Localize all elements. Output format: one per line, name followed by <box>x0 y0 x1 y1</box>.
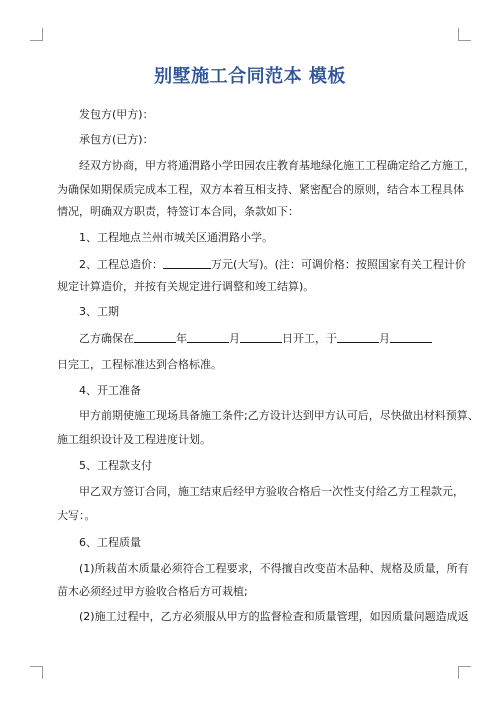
fill-in-blank[interactable] <box>390 331 432 343</box>
paragraph-line <box>79 409 479 423</box>
paragraph-line <box>57 433 211 447</box>
paragraph-line <box>57 280 314 294</box>
paragraph-line <box>79 108 154 122</box>
line-text: 乙方确保在 <box>79 332 134 345</box>
line-text: 4、开工准备 <box>79 384 141 397</box>
paragraph-line <box>79 257 466 272</box>
line-text: 月 <box>379 332 390 345</box>
paragraph-line <box>57 183 464 197</box>
paragraph-line <box>79 231 273 245</box>
fill-in-blank[interactable] <box>337 331 379 343</box>
line-text: 6、工程质量 <box>79 536 141 549</box>
paragraph-line <box>79 384 141 398</box>
line-text: (2)施工过程中，乙方必须服从甲方的监督检查和质量管理，如因质量问题造成返 <box>79 610 469 623</box>
fill-in-blank[interactable] <box>163 257 211 269</box>
line-text: 规定计算造价，并按有关规定进行调整和竣工结算)。 <box>57 280 315 293</box>
line-text: 3、工期 <box>79 305 119 318</box>
paragraph-line <box>57 358 222 372</box>
line-text: 1、工程地点兰州市城关区通渭路小学。 <box>79 231 273 244</box>
paragraph-line <box>57 585 248 599</box>
line-text: 5、工程款支付 <box>79 459 152 472</box>
paragraph-line <box>79 562 469 576</box>
paragraph-line <box>79 133 154 147</box>
line-text: 为确保如期保质完成本工程，双方本着互相支持、紧密配合的原则，结合本工程具体 <box>57 183 464 196</box>
line-text: 苗木必须经过甲方验收合格后方可栽植; <box>57 585 248 598</box>
line-text: 施工组织设计及工程进度计划。 <box>57 433 211 446</box>
crop-mark-bottom-left <box>30 666 43 679</box>
crop-mark-top-left <box>30 28 43 41</box>
paragraph-line <box>79 305 119 319</box>
line-text: 日完工，工程标准达到合格标准。 <box>57 358 222 371</box>
fill-in-blank[interactable] <box>134 331 176 343</box>
fill-in-blank[interactable] <box>187 331 229 343</box>
paragraph-line <box>57 509 96 523</box>
paragraph-line <box>79 459 152 473</box>
line-text: (1)所栽苗木质量必须符合工程要求，不得擅自改变苗木品种、规格及质量，所有 <box>79 562 469 575</box>
line-text: 年 <box>176 332 187 345</box>
line-text: 大写：。 <box>57 509 96 522</box>
line-text: 月 <box>229 332 240 345</box>
line-text: 经双方协商，甲方将通渭路小学田园农庄教育基地绿化施工工程确定给乙方施工， <box>79 159 475 172</box>
line-text: 情况，明确双方职责，特签订本合同，条款如下： <box>57 205 299 218</box>
line-text: 万元(大写)。(注：可调价格：按照国家有关工程计价 <box>211 258 466 271</box>
line-text: 甲方前期使施工现场具备施工条件;乙方设计达到甲方认可后，尽快做出材料预算、 <box>79 409 479 422</box>
line-text: 甲乙双方签订合同，施工结束后经甲方验收合格后一次性支付给乙方工程款元， <box>79 485 464 498</box>
paragraph-line <box>79 610 469 624</box>
paragraph-line <box>79 331 432 346</box>
paragraph-line <box>79 159 475 173</box>
paragraph-line <box>79 485 464 499</box>
paragraph-line <box>79 536 141 550</box>
crop-mark-bottom-right <box>458 666 471 679</box>
crop-mark-top-right <box>458 28 471 41</box>
fill-in-blank[interactable] <box>240 331 282 343</box>
paragraph-line <box>57 205 299 219</box>
line-text: 发包方(甲方)： <box>79 108 154 121</box>
line-text: 2、工程总造价： <box>79 258 163 271</box>
line-text: 承包方(已方)： <box>79 133 154 146</box>
document-title: 别墅施工合同范本 模板 <box>154 66 346 87</box>
line-text: 日开工，于 <box>282 332 337 345</box>
